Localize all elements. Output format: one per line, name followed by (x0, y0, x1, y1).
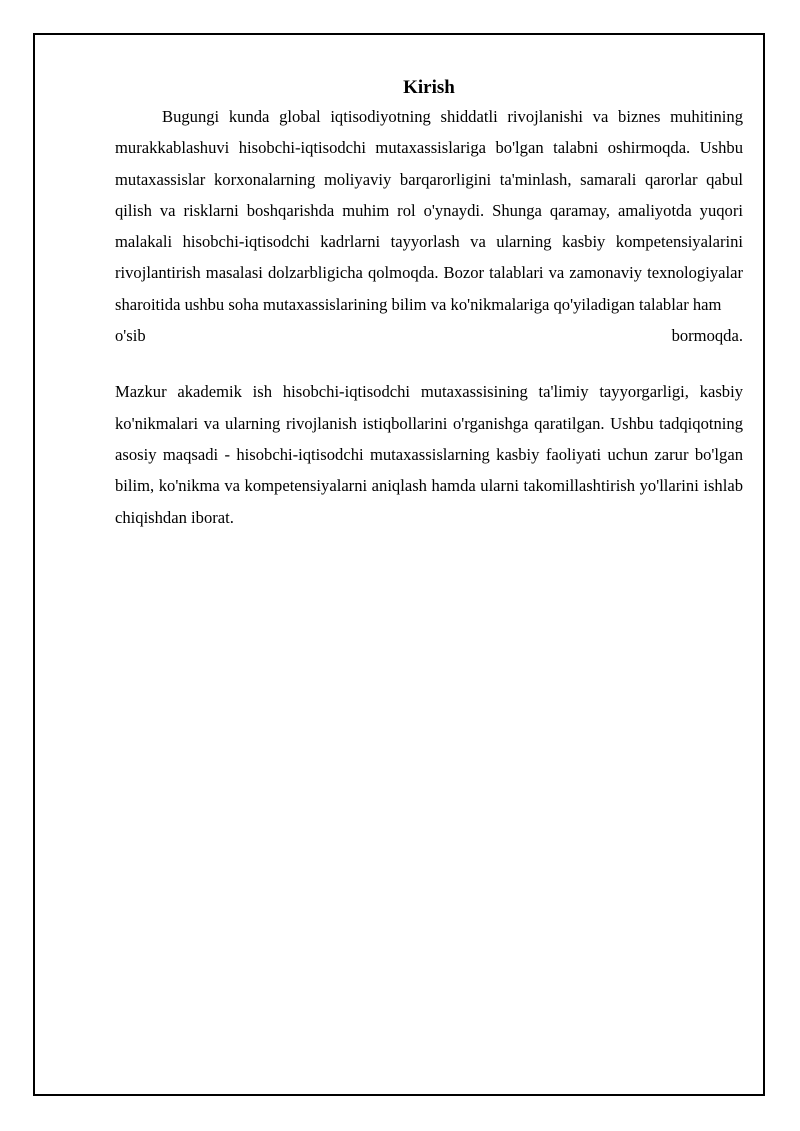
intro-paragraph-2: Mazkur akademik ish hisobchi-iqtisodchi mutaxassisining ta'limiy tayyorgarligi, kasbiy ko'nikmalari va ularning rivojlanish istiqbollarini o'rganishga qaratilgan. Ushbu tadqiqotning asosiy maqsadi - hisobchi-iqtisodchi mutaxassislarning kasbiy faoliyati uchun zarur bo'lgan bilim, ko'nikma va kompetensiyalarni aniqlash hamda ularni takomillashtirish yo'llarini ishlab chiqishdan iborat. (115, 382, 743, 527)
document-body (115, 76, 743, 533)
paragraph-spacer (115, 351, 743, 376)
intro-paragraph-1: Bugungi kunda global iqtisodiyotning shiddatli rivojlanishi va biznes muhitining murakkablashuvi hisobchi-iqtisodchi mutaxassislariga bo'lgan talabni oshirmoqda. Ushbu mutaxassislar korxonalarning moliyaviy barqarorligini ta'minlash, samarali qarorlar qabul qilish va risklarni boshqarishda muhim rol o'ynaydi. Shunga qaramay, amaliyotda yuqori malakali hisobchi-iqtisodchi kadrlarni tayyorlash va ularning kasbiy kompetensiyalarini rivojlantirish masalasi dolzarbligicha qolmoqda. Bozor talablari va zamonaviy texnologiyalar sharoitida ushbu soha mutaxassislarining bilim va ko'nikmalariga qo'yiladigan talablar ham (115, 107, 743, 314)
last-line-word-1: o'sib (115, 326, 146, 346)
document-title: Kirish (403, 77, 455, 98)
intro-paragraph-1-last-line (115, 320, 743, 351)
last-line-word-2: bormoqda. (671, 326, 743, 346)
